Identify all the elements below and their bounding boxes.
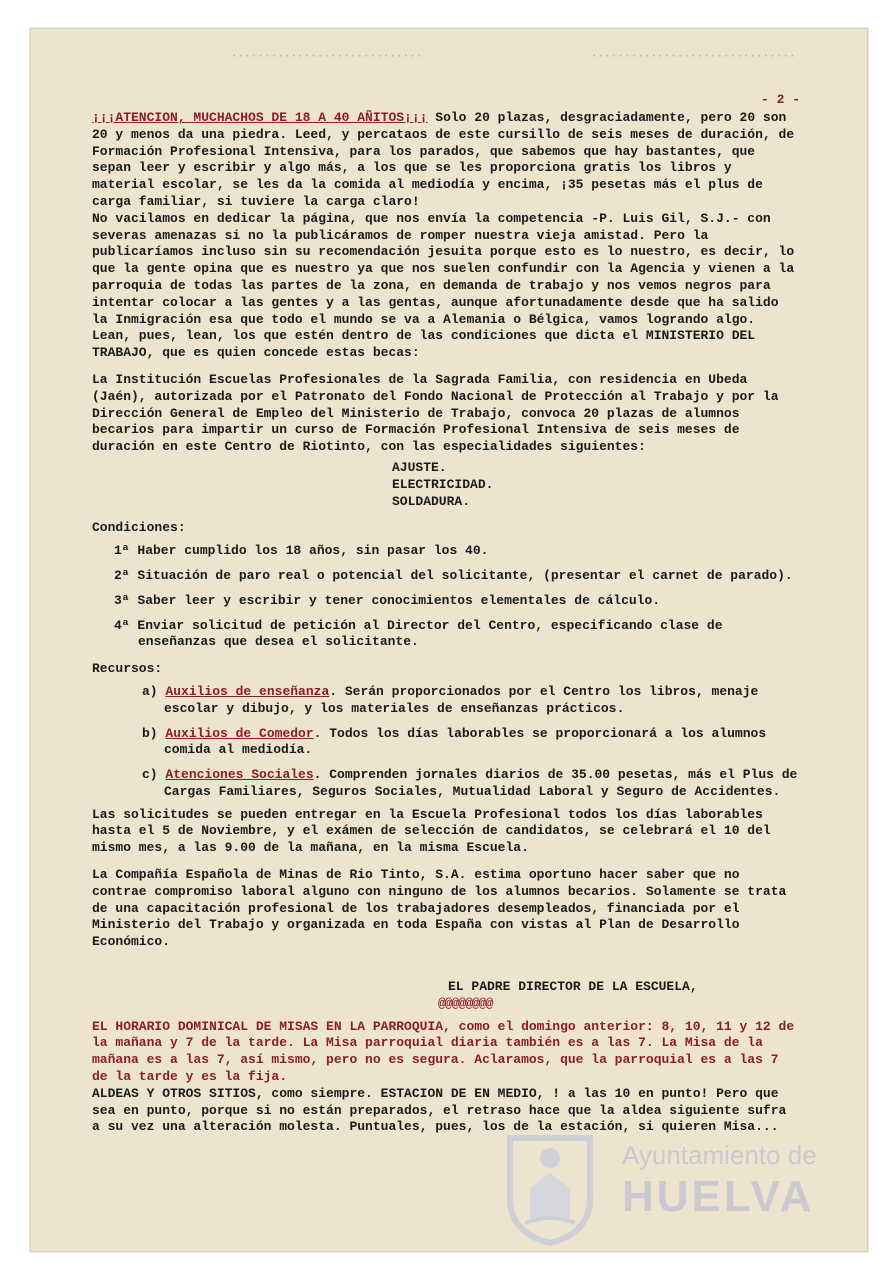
resource-letter: c) — [142, 767, 158, 783]
paragraph-company-note: La Compañía Española de Minas de Rio Tinto, S.A. estima oportuno hacer saber que no contrae compromiso laboral alguno con ninguno de los alumnos becarios. Solamente se trata de una capacitación profesional de los trabajadores desempleados, financiada por el Ministerio del Trabajo y organizada en toda España con vistas al Plan de Desarrollo Económico. — [92, 867, 795, 950]
paragraph-request: No vacilamos en dedicar la página, que nos envía la competencia -P. Luis Gil, S.J.- con severas amenazas si no la publicáramos de romper nuestra vieja amistad. Pero la publicaríamos incluso sin su recomendación jesuita porque esto es lo nuestro, es decir, lo que la gente opina que es nuestro ya que nos suelen confundir con la Agencia y vienen a la parroquia de todas las partes de la zona, en demanda de trabajo y nos vemos negros para intentar colocar a las gentes y a las gentas, aunque afortunadamente desde que ha salido la Inmigración esa que todo el mundo se va a Alemania o Bélgica, vamos logrando algo. Lean, pues, lean, los que estén dentro de las condiciones que dicta el MINISTERIO DEL TRABAJO, que es quien concede estas becas: — [92, 210, 802, 361]
specialty-soldadura: SOLDADURA. — [392, 493, 471, 509]
resource-item-b — [92, 726, 800, 760]
resource-text: . Todos los días laborables se proporcionará a los alumnos comida al mediodía. — [164, 725, 774, 758]
watermark-line2: HUELVA — [622, 1172, 815, 1221]
paper-sheet: ····························· ······························· — [30, 28, 868, 1252]
condition-item: 3ª Saber leer y escribir y tener conocimientos elementales de cálculo. — [114, 592, 661, 608]
resource-item-a — [92, 684, 800, 718]
intro-text: Solo 20 plazas, desgraciadamente, pero 20 son 20 y menos da una piedra. Leed, y percataos de este cursillo de seis meses de duración, de Formación Profesional Intensiva, para los parados, que sabemos que hay bastantes, que sepan leer y escribir y algo más, a los que se les proporciona gratis los libros y material escolar, se les da la comida al mediodía y encima, ¡35 pesetas más el plus de carga familiar, si tuviere la carga claro! — [92, 110, 802, 209]
watermark-line1: Ayuntamiento de — [622, 1140, 817, 1170]
condition-item: 4ª Enviar solicitud de petición al Director del Centro, especificando clase de enseñanzas que desea el solicitante. — [114, 617, 731, 650]
resource-heading: Auxilios de enseñanza — [165, 683, 330, 699]
specialty-ajuste: AJUSTE. — [392, 459, 447, 475]
specialty-electricidad: ELECTRICIDAD. — [392, 476, 494, 492]
conditions-title: Condiciones: — [92, 520, 186, 536]
resource-text: . Comprenden jornales diarios de 35.00 pesetas, más el Plus de Cargas Familiares, Seguros Sociales, Mutualidad Laboral y Seguro de Accidentes. — [164, 767, 806, 799]
paragraph-mass-schedule: EL HORARIO DOMINICAL DE MISAS EN LA PARROQUIA, como el domingo anterior: 8, 10, 11 y 12 de la mañana y 7 de la tarde. La Misa parroquial diaria también es a las 7. La Misa de la mañana es a las 7, así mismo, pero no es segura. Aclaramos, que la parroquial es a las 7 de la tarde y es la fija. — [92, 1018, 802, 1085]
document-body — [92, 92, 806, 1136]
intro-heading: ¡¡¡ATENCION, MUCHACHOS DE 18 A 40 AÑITOS¡¡¡ — [92, 110, 428, 125]
condition-item: 2ª Situación de paro real o potencial del solicitante, (presentar el carnet de parado). — [114, 567, 793, 583]
paragraph-villages: ALDEAS Y OTROS SITIOS, como siempre. ESTACION DE EN MEDIO, ! a las 10 en punto! Pero que sea en punto, porque si no están preparados, el retraso hace que la aldea siguiente sufra a su vez una alteración molesta. Puntuales, pues, los de la estación, si quieren Misa... — [92, 1085, 795, 1135]
resources-title: Recursos: — [92, 661, 163, 677]
intro-paragraph — [92, 92, 800, 211]
resource-letter: b) — [142, 725, 158, 741]
signature: EL PADRE DIRECTOR DE LA ESCUELA, — [448, 979, 698, 995]
resource-letter: a) — [142, 683, 158, 699]
watermark — [482, 1128, 822, 1248]
paragraph-deadline: Las solicitudes se pueden entregar en la Escuela Profesional todos los días laborables hasta el 5 de Noviembre, y el exámen de selección de candidatos, se celebrará el 10 del mismo mes, a las 9.00 de la mañana, en la misma Escuela. — [92, 806, 779, 856]
page-number: - 2 - — [760, 92, 800, 107]
coat-of-arms-icon — [490, 1128, 610, 1248]
resource-text: . Serán proporcionados por el Centro los libros, menaje escolar y dibujo, y los materiales de enseñanzas prácticos. — [164, 683, 767, 716]
paragraph-announcement: La Institución Escuelas Profesionales de la Sagrada Familia, con residencia en Ubeda (Jaén), autorizada por el Patronato del Fondo Nacional de Protección al Trabajo y por la Dirección General de Empleo del Ministerio de Trabajo, convoca 20 plazas de alumnos becarios para impartir un curso de Formación Profesional Intensiva de seis meses de duración en este Centro de Riotinto, con las especialidades siguientes: — [92, 371, 787, 455]
divider-ornament: @@@@@@@@ — [438, 995, 493, 1011]
resource-heading: Atenciones Sociales — [165, 767, 314, 783]
resource-heading: Auxilios de Comedor — [165, 725, 314, 741]
resource-item-c — [92, 767, 806, 801]
condition-item: 1ª Haber cumplido los 18 años, sin pasar los 40. — [114, 543, 489, 559]
